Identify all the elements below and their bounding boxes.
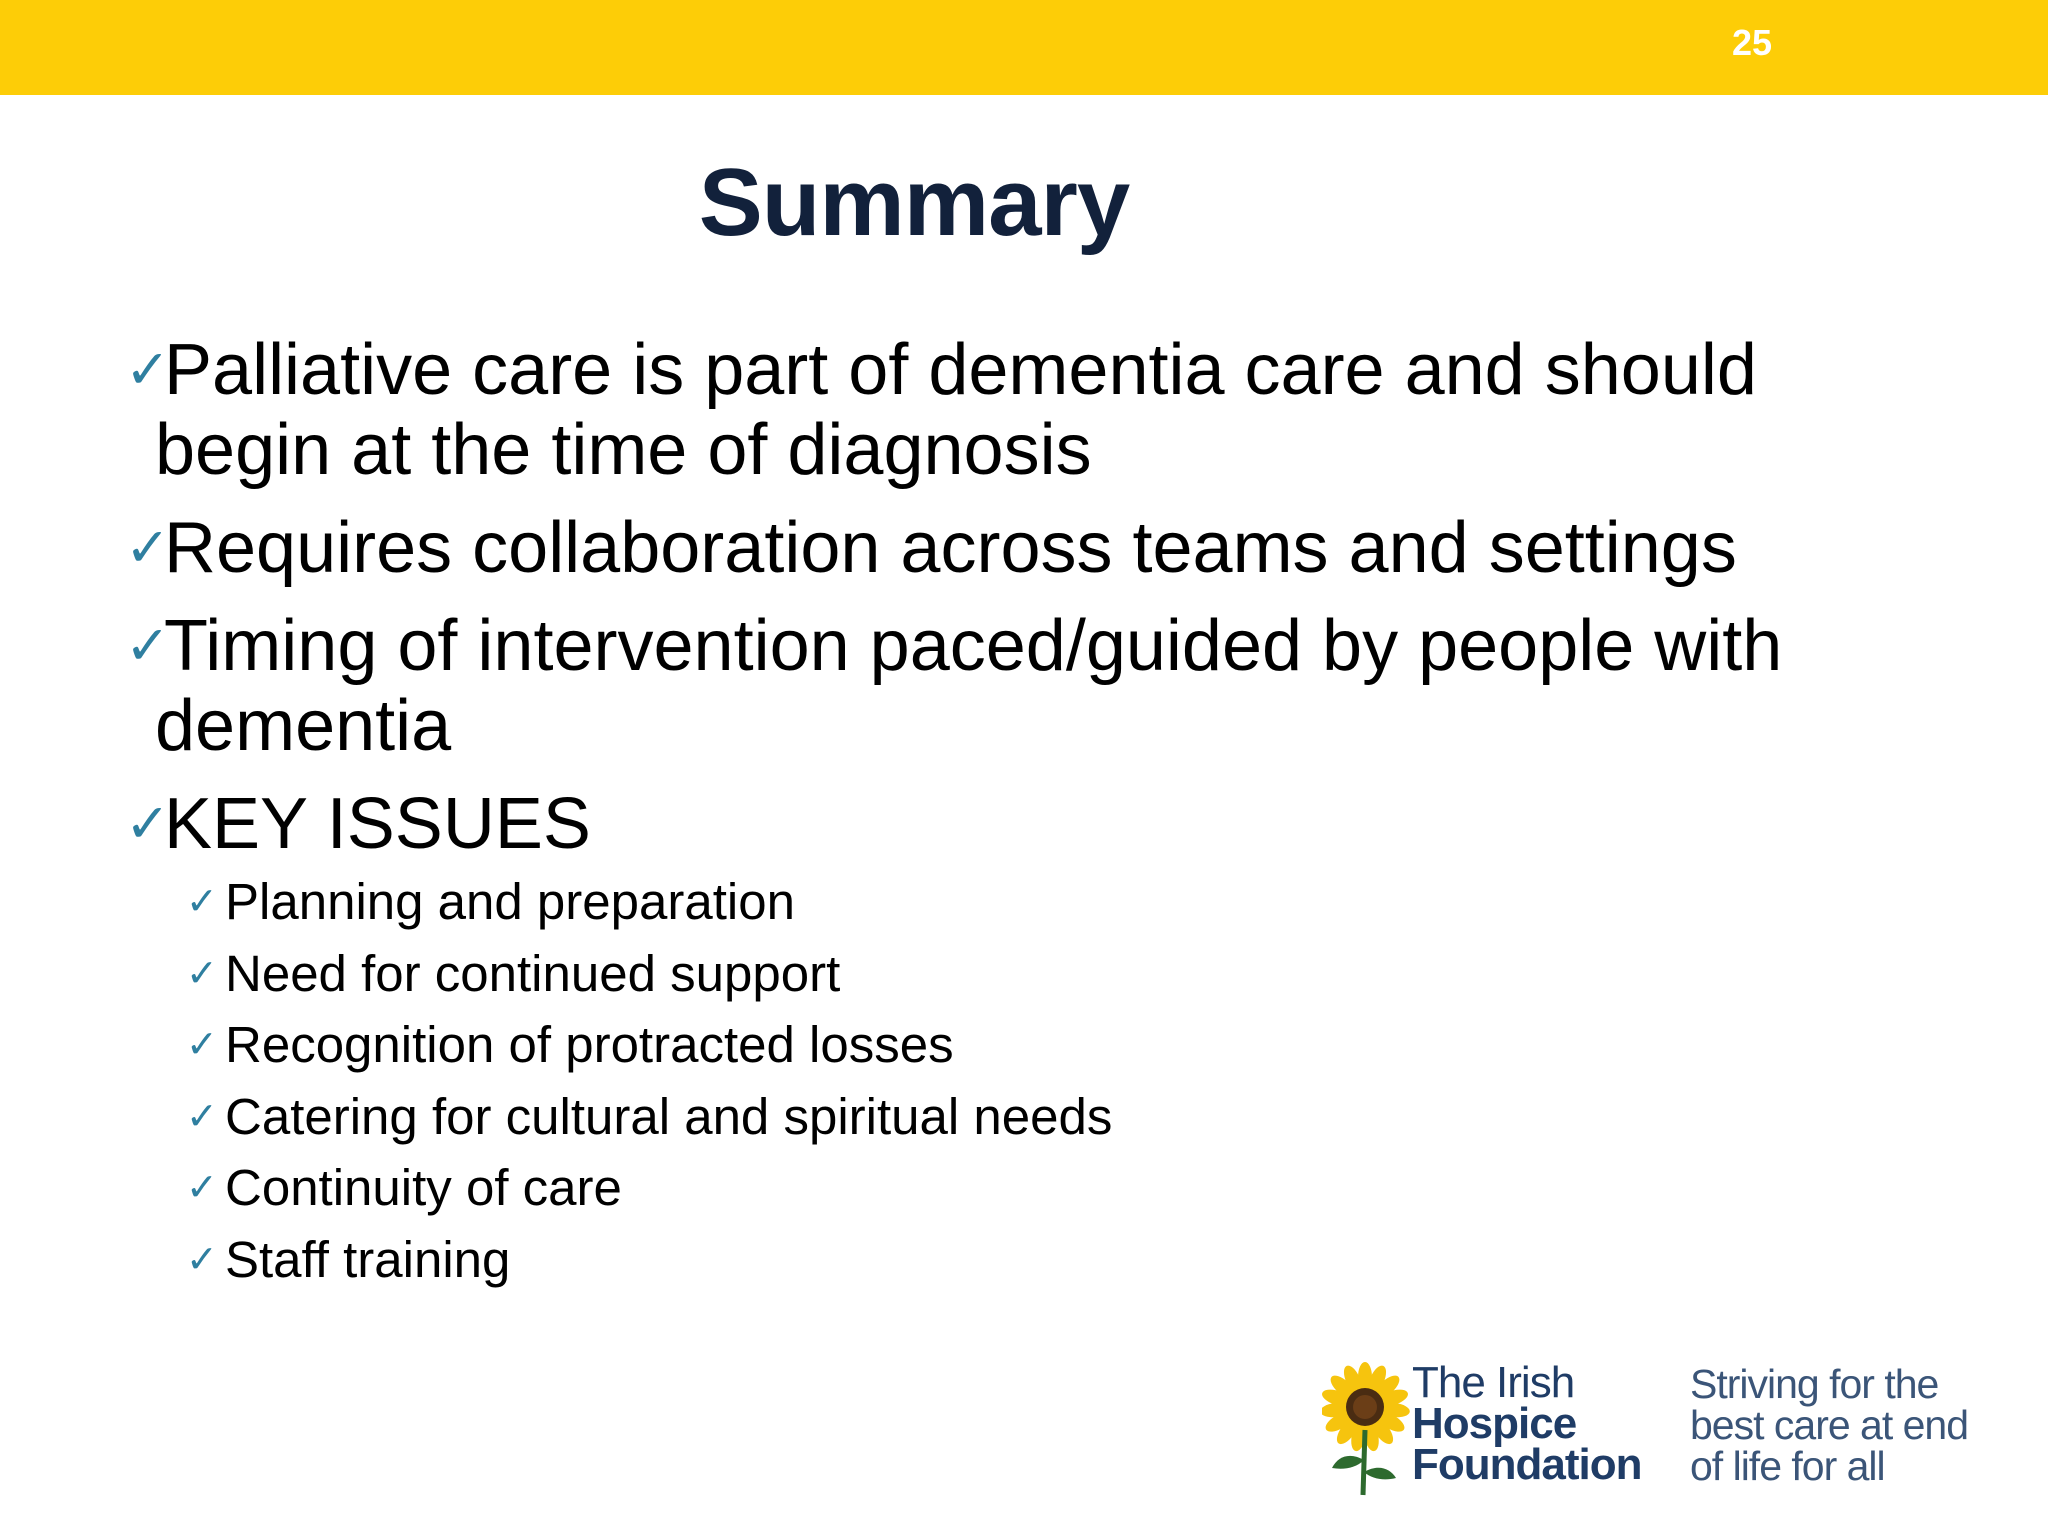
bullet-item — [125, 330, 1945, 490]
checkmark-icon: ✓ — [186, 879, 218, 923]
bullet-item — [125, 606, 1945, 766]
checkmark-icon: ✓ — [125, 614, 171, 677]
page-number: 25 — [1731, 22, 1773, 63]
checkmark-icon: ✓ — [186, 1093, 218, 1138]
sub-bullet-list — [186, 866, 1967, 1295]
bullet-list — [125, 330, 1945, 1313]
org-name-line: Hospice — [1412, 1399, 1577, 1448]
sub-bullet-text: Catering for cultural and spiritual needs — [225, 1087, 1113, 1145]
tagline-line: best care at end — [1690, 1402, 1969, 1448]
checkmark-icon: ✓ — [125, 792, 171, 855]
sub-bullet-item — [186, 866, 1967, 938]
bullet-text-continued: dementia — [155, 686, 452, 766]
checkmark-icon: ✓ — [125, 516, 171, 579]
checkmark-icon: ✓ — [186, 950, 218, 995]
sub-bullet-item — [186, 1224, 1967, 1296]
org-name-line: The Irish — [1412, 1358, 1575, 1407]
org-name — [1412, 1358, 1642, 1489]
sub-bullet-text: Need for continued support — [225, 944, 841, 1002]
tagline-line: of life for all — [1690, 1443, 1885, 1489]
foundation-logo — [1322, 1360, 1982, 1500]
bullet-item — [125, 508, 1945, 588]
sub-bullet-item — [186, 938, 1967, 1010]
sub-bullet-text: Staff training — [225, 1230, 511, 1288]
checkmark-icon: ✓ — [125, 338, 171, 401]
tagline-line: Striving for the — [1690, 1361, 1939, 1407]
checkmark-icon: ✓ — [186, 1165, 218, 1209]
checkmark-icon: ✓ — [186, 1022, 218, 1066]
top-bar — [0, 0, 2048, 95]
sub-bullet-text: Recognition of protracted losses — [225, 1016, 954, 1073]
bullet-text: Timing of intervention paced/guided by people with — [164, 606, 1783, 686]
bullet-item-key-issues — [125, 784, 1945, 1295]
bullet-text: Palliative care is part of dementia care and should — [164, 330, 1757, 410]
sub-bullet-item — [186, 1081, 1967, 1153]
sub-bullet-item — [186, 1009, 1967, 1081]
sub-bullet-item — [186, 1152, 1967, 1224]
sub-bullet-text: Continuity of care — [225, 1159, 622, 1216]
bullet-text: Requires collaboration across teams and settings — [164, 508, 1737, 588]
sunflower-icon — [1322, 1360, 1412, 1500]
checkmark-icon: ✓ — [186, 1236, 218, 1281]
bullet-text-continued: begin at the time of diagnosis — [155, 410, 1092, 490]
org-tagline — [1690, 1361, 1969, 1489]
org-name-line: Foundation — [1412, 1440, 1642, 1489]
slide-title: Summary — [698, 149, 1130, 256]
sub-bullet-text: Planning and preparation — [225, 873, 795, 930]
bullet-text: KEY ISSUES — [164, 784, 591, 864]
